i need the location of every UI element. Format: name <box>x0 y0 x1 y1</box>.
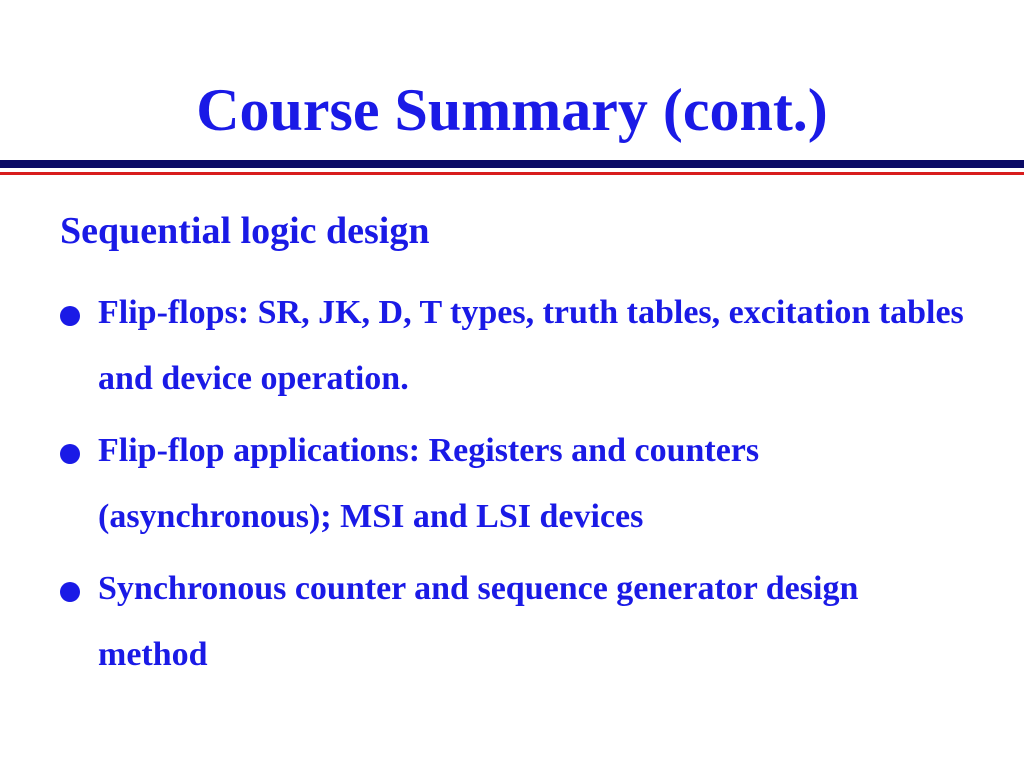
bullet-text: Synchronous counter and sequence generator design method <box>98 570 859 673</box>
bullet-dot-icon <box>60 582 80 602</box>
slide-title: Course Summary (cont.) <box>196 77 828 143</box>
bullet-list <box>56 280 976 694</box>
section-heading: Sequential logic design <box>60 210 430 252</box>
title-divider-red <box>0 172 1024 175</box>
title-divider-navy <box>0 160 1024 168</box>
bullet-dot-icon <box>60 306 80 326</box>
bullet-item-flip-flop-applications <box>56 418 976 550</box>
bullet-text: Flip-flop applications: Registers and counters (asynchronous); MSI and LSI devices <box>98 432 760 535</box>
bullet-text: Flip-flops: SR, JK, D, T types, truth tables, excitation tables and device operation. <box>98 294 964 397</box>
bullet-item-synchronous-counter <box>56 556 976 688</box>
bullet-dot-icon <box>60 444 80 464</box>
bullet-item-flip-flops <box>56 280 976 412</box>
